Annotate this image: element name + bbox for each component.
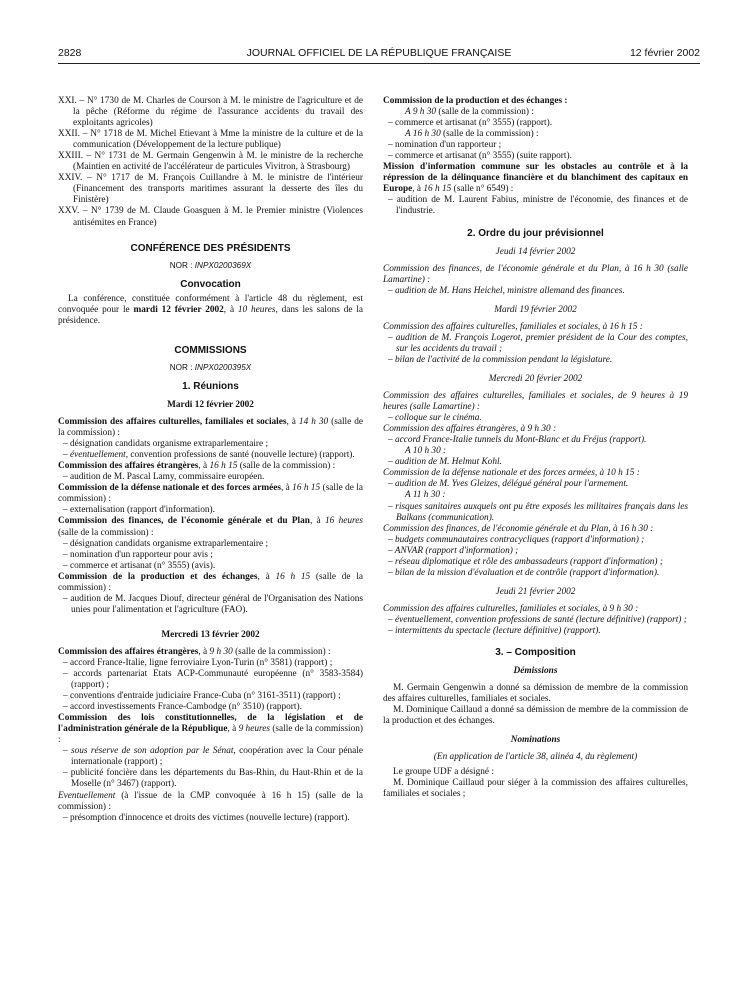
right-column	[383, 96, 688, 801]
agenda-item: – conventions d'entraide judiciaire France-Cuba (n° 3161-3511) (rapport) ;	[63, 691, 341, 702]
convocation-heading: Convocation	[180, 278, 241, 290]
agenda-item: – audition de M. Yves Gleizes, délégué général pour l'armement.	[388, 479, 629, 490]
agenda-item: – nomination d'un rapporteur pour avis ;	[63, 549, 213, 560]
agenda-item: – risques sanitaires auxquels ont pu être exposés les militaires français dans les Balkans (communication).	[388, 501, 688, 523]
commission-entry: Commission de la production et des échanges :	[383, 96, 568, 106]
agenda-item: – désignation candidats organisme extraparlementaire ;	[63, 538, 269, 549]
question-item: XXIV. – N° 1717 de M. François Cuillandre à M. le ministre de l'intérieur (Financement des transports maritimes assurant la desserte des îles du Finistère)	[58, 173, 363, 206]
resignation-text: M. Germain Gengenwin a donné sa démission de membre de la commission des affaires culturelles, familiales et sociales.	[383, 683, 688, 705]
commission-entry: Commission des affaires culturelles, familiales et sociales, à 16 h 15 :	[383, 321, 643, 332]
commission-entry: Commission de la défense nationale et des forces armées, à 10 h 15 :	[383, 468, 640, 479]
convocation-text: La conférence, constituée conformément à l'article 48 du règlement, est convoquée pour le mardi 12 février 2002, à 10 heures, dans les salons de la présidence.	[58, 293, 363, 326]
day-heading: Mercredi 20 février 2002	[488, 373, 583, 384]
agenda-item: – budgets communautaires contracycliques (rapport d'information) ;	[388, 534, 645, 545]
agenda-item: – désignation candidats organisme extraparlementaire ;	[63, 439, 269, 450]
left-column	[58, 96, 363, 824]
nominations-subheading: (En application de l'article 38, alinéa 4, du règlement)	[433, 752, 638, 763]
agenda-item: – audition de M. Helmut Kohl.	[388, 457, 502, 468]
composition-heading: 3. – Composition	[495, 647, 576, 659]
journal-title: JOURNAL OFFICIEL DE LA RÉPUBLIQUE FRANÇAISE	[246, 47, 512, 59]
question-item: XXII. – N° 1718 de M. Michel Etievant à Mme la ministre de la culture et de la communication (Développement de la lecture publique)	[58, 129, 363, 151]
agenda-item: – audition de M. Jacques Diouf, directeur général de l'Organisation des Nations unies pour l'alimentation et l'agriculture (FAO).	[63, 593, 363, 615]
commission-entry: Mission d'information commune sur les obstacles au contrôle et à la répression de la délinquance financière et du blanchiment des capitaux en Europe, à 16 h 15 (salle n° 6549) :	[383, 162, 688, 195]
agenda-item: – publicité foncière dans les départements du Bas-Rhin, du Haut-Rhin et de la Moselle (n° 3467) (rapport).	[63, 768, 363, 790]
agenda-item: – éventuellement, convention professions de santé (nouvelle lecture) (rapport).	[63, 450, 355, 461]
session-time: A 16 h 30 (salle de la commission) :	[405, 129, 539, 140]
nominations-heading: Nominations	[510, 735, 561, 746]
agenda-item: – audition de M. François Logerot, premier président de la Cour des comptes, sur les accidents du travail ;	[388, 332, 688, 354]
session-time: A 10 h 30 :	[405, 446, 447, 457]
session-time: A 11 h 30 :	[405, 490, 446, 501]
agenda-item: – commerce et artisanat (n° 3555) (suite rapport).	[388, 151, 572, 162]
commission-entry: Commission des affaires culturelles, familiales et sociales, de 9 heures à 19 heures (salle Lamartine) :	[383, 391, 688, 413]
commission-entry: Commission des finances, de l'économie générale et du Plan, à 16 heures (salle de la commission) :	[58, 516, 364, 538]
agenda-item: – intermittents du spectacle (lecture définitive) (rapport).	[388, 625, 601, 636]
commissions-heading: COMMISSIONS	[174, 344, 247, 356]
agenda-item: – commerce et artisanat (n° 3555) (avis).	[63, 560, 216, 571]
commission-entry: Commission de la défense nationale et des forces armées, à 16 h 15 (salle de la commission) :	[58, 483, 363, 505]
day-heading: Mardi 19 février 2002	[494, 304, 577, 315]
conference-nor: NOR : INPX0200369X	[169, 260, 252, 270]
commission-entry: Commission des affaires étrangères, à 16 h 15 (salle de la commission) :	[58, 461, 336, 472]
commission-entry: Commission des finances, de l'économie générale et du Plan, à 16 h 30 (salle Lamartine) :	[383, 263, 688, 285]
conference-heading: CONFÉRENCE DES PRÉSIDENTS	[130, 242, 291, 254]
agenda-item: – audition de M. Laurent Fabius, ministre de l'économie, des finances et de l'industrie.	[388, 195, 688, 217]
day-heading: Jeudi 21 février 2002	[495, 586, 576, 597]
commission-entry: Commission des lois constitutionnelles, de la législation et de l'administration générale de la République, à 9 heures (salle de la commission) :	[58, 713, 363, 746]
nomination-text: M. Dominique Caillaud pour siéger à la commission des affaires culturelles, familiales et sociales ;	[383, 778, 688, 800]
agenda-item: – accords partenariat Etats ACP-Communauté européenne (n° 3583-3584) (rapport) ;	[63, 669, 363, 691]
agenda-item: – colloque sur le cinéma.	[388, 413, 482, 424]
commissions-nor: NOR : INPX0200395X	[169, 362, 252, 372]
resignation-text: M. Dominique Caillaud a donné sa démission de membre de la commission de la production et des échanges.	[383, 705, 688, 727]
page-header	[58, 47, 700, 61]
commission-entry: Commission des affaires culturelles, familiales et sociales, à 9 h 30 :	[383, 603, 639, 614]
agenda-item: – nomination d'un rapporteur ;	[388, 140, 502, 151]
agenda-item: – présomption d'innocence et droits des victimes (nouvelle lecture) (rapport).	[63, 812, 350, 823]
agenda-item: – accord France-Italie tunnels du Mont-Blanc et du Fréjus (rapport).	[388, 435, 647, 446]
agenda-item: – commerce et artisanat (n° 3555) (rapport).	[388, 118, 553, 129]
commission-entry: Commission des affaires étrangères, à 9 h 30 :	[383, 424, 557, 435]
commission-entry: Commission de la production et des échanges, à 16 h 15 (salle de la commission) :	[58, 571, 363, 593]
agenda-item: – audition de M. Pascal Lamy, commissaire européen.	[63, 472, 265, 483]
day-heading: Mardi 12 février 2002	[167, 399, 254, 410]
agenda-heading: 2. Ordre du jour prévisionnel	[467, 227, 604, 239]
agenda-item: – ANVAR (rapport d'information) ;	[388, 545, 519, 556]
issue-date: 12 février 2002	[629, 47, 700, 59]
agenda-item: – bilan de la mission d'évaluation et de contrôle (rapport d'information).	[388, 567, 660, 578]
agenda-item: – accord France-Italie, ligne ferroviaire Lyon-Turin (n° 3581) (rapport) ;	[63, 657, 333, 668]
agenda-item: – réseau diplomatique et rôle des ambassadeurs (rapport d'information) ;	[388, 556, 663, 567]
header-rule	[58, 63, 700, 64]
agenda-item: – bilan de l'activité de la commission pendant la législature.	[388, 354, 613, 365]
commission-entry: Commission des affaires culturelles, familiales et sociales, à 14 h 30 (salle de la commission) :	[58, 417, 363, 439]
agenda-item: – éventuellement, convention professions de santé (lecture définitive) (rapport) ;	[388, 614, 687, 625]
commission-entry: Commission des affaires étrangères, à 9 h 30 (salle de la commission) :	[58, 646, 331, 657]
commission-entry: Commission des finances, de l'économie générale et du Plan, à 16 h 30 :	[383, 523, 654, 534]
nomination-text: Le groupe UDF a désigné :	[393, 767, 494, 778]
question-item: XXIII. – N° 1731 de M. Germain Gengenwin à M. le ministre de la recherche (Maintien en activité de l'accélérateur de particules Vivitron, à Strasbourg)	[58, 151, 363, 173]
agenda-item: – externalisation (rapport d'information).	[63, 505, 215, 516]
agenda-item: – audition de M. Hans Heichel, ministre allemand des finances.	[388, 285, 625, 296]
day-heading: Mercredi 13 février 2002	[161, 629, 260, 640]
conditional-session: Eventuellement (à l'issue de la CMP convoquée à 16 h 15) (salle de la commission) :	[58, 790, 363, 812]
question-item: XXV. – N° 1739 de M. Claude Goasguen à M. le Premier ministre (Violences antisémites en France)	[58, 206, 363, 228]
reunions-heading: 1. Réunions	[182, 380, 239, 392]
question-item: XXI. – N° 1730 de M. Charles de Courson à M. le ministre de l'agriculture et de la pêche (Réforme du régime de l'assurance accidents du travail des exploitants agricoles)	[58, 96, 363, 129]
agenda-item: – sous réserve de son adoption par le Sénat, coopération avec la Cour pénale internationale (rapport) ;	[63, 746, 363, 768]
day-heading: Jeudi 14 février 2002	[495, 246, 576, 257]
session-time: A 9 h 30 (salle de la commission) :	[405, 107, 534, 118]
resignations-heading: Démissions	[513, 666, 558, 677]
agenda-item: – accord investissements France-Cambodge (n° 3510) (rapport).	[63, 702, 302, 713]
page-number: 2828	[58, 47, 82, 59]
